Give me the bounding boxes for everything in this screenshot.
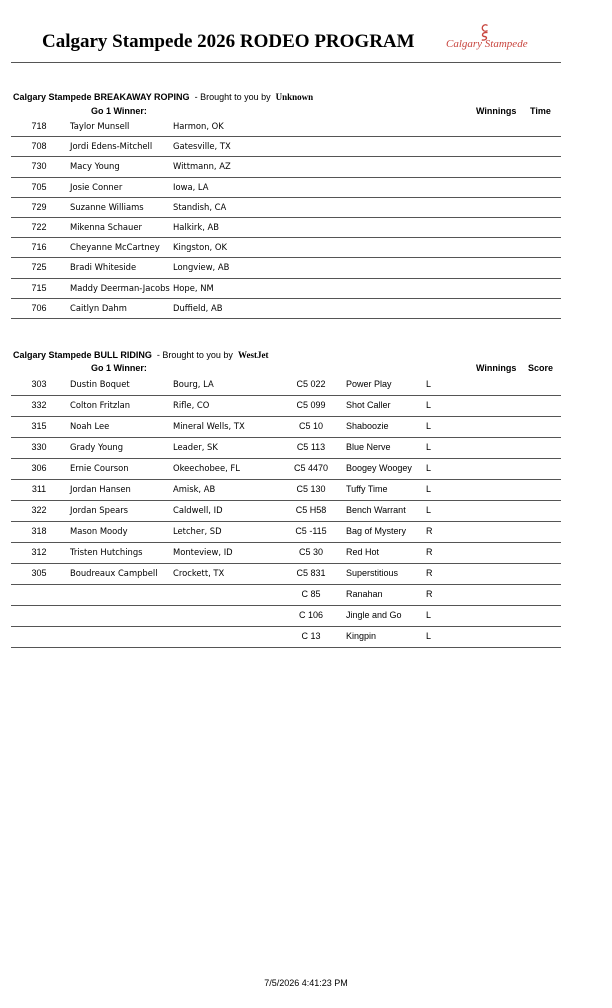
bull-name: Boogey Woogey (346, 463, 412, 473)
contestant-number: 303 (31, 379, 47, 389)
bull-name: Superstitious (346, 568, 399, 578)
table-row (11, 564, 561, 585)
contestant-number: 715 (31, 282, 47, 293)
table-row (11, 178, 561, 198)
contestant-number: 730 (31, 161, 47, 172)
hometown: Leader, SK (173, 442, 218, 452)
time-column-header: Time (530, 106, 551, 116)
page-title: Calgary Stampede 2026 RODEO PROGRAM (42, 31, 415, 52)
contestant-number: 322 (31, 505, 47, 515)
bull-hand: L (426, 379, 432, 389)
hometown: Longview, AB (173, 262, 230, 273)
bull-name: Jingle and Go (346, 610, 402, 620)
bull-hand: R (426, 526, 433, 536)
hometown: Caldwell, ID (173, 505, 223, 515)
contestant-name: Colton Fritzlan (70, 400, 131, 410)
hometown: Iowa, LA (173, 181, 209, 192)
contestant-number: 718 (31, 121, 47, 131)
table-row (11, 480, 561, 501)
winnings-column-header: Winnings (476, 363, 517, 373)
table-row (11, 585, 561, 606)
contestant-name: Ernie Courson (70, 463, 129, 473)
header-divider (11, 62, 561, 63)
hometown: Bourg, LA (173, 379, 214, 389)
table-row (11, 218, 561, 238)
table-row (11, 279, 561, 299)
table-row (11, 137, 561, 157)
hometown: Halkirk, AB (173, 222, 220, 232)
bull-stock-number: C5 113 (296, 442, 326, 452)
table-row (11, 438, 561, 459)
contestant-number: 312 (31, 547, 47, 557)
table-row (11, 117, 561, 137)
contestant-number: 722 (31, 222, 47, 232)
contestant-number: 705 (31, 181, 47, 192)
bull-hand: L (426, 421, 432, 431)
sponsor-name: WestJet (237, 350, 269, 360)
brought-by-text: - Brought to you by (194, 92, 271, 102)
go-winner-label: Go 1 Winner: (91, 363, 147, 373)
bull-hand: L (426, 631, 432, 641)
bull-name: Tuffy Time (346, 484, 388, 494)
contestant-number: 725 (31, 262, 47, 273)
table-row (11, 375, 561, 396)
contestant-number: 315 (31, 421, 47, 431)
bull-hand: R (426, 568, 433, 578)
bull-name: Ranahan (346, 589, 383, 599)
section-header-bull-riding (13, 350, 268, 360)
contestant-name: Jordan Spears (70, 505, 129, 515)
contestant-name: Grady Young (70, 442, 124, 452)
bull-name: Shaboozie (346, 421, 389, 431)
table-row (11, 501, 561, 522)
hometown: Crockett, TX (173, 568, 225, 578)
table-row (11, 606, 561, 627)
winnings-column-header: Winnings (476, 106, 517, 116)
bull-name: Kingpin (346, 631, 377, 641)
bull-stock-number: C5 10 (298, 421, 324, 431)
table-row (11, 396, 561, 417)
hometown: Kingston, OK (173, 242, 227, 253)
contestant-number: 729 (31, 201, 47, 212)
logo-text: Calgary Stampede (446, 38, 528, 50)
bull-name: Bag of Mystery (346, 526, 407, 536)
table-row (11, 238, 561, 258)
contestant-name: Tristen Hutchings (70, 547, 143, 557)
hometown: Duffield, AB (173, 302, 223, 313)
hometown: Okeechobee, FL (173, 463, 240, 473)
table-row (11, 417, 561, 438)
bull-stock-number: C 85 (301, 589, 321, 599)
contestant-name: Dustin Boquet (70, 379, 130, 389)
contestant-number: 306 (31, 463, 47, 473)
bull-stock-number: C5 022 (296, 379, 326, 389)
bull-hand: L (426, 400, 432, 410)
event-name: Calgary Stampede BULL RIDING (13, 350, 152, 360)
bull-name: Bench Warrant (346, 505, 406, 515)
brought-by-text: - Brought to you by (156, 350, 233, 360)
bull-hand: R (426, 547, 433, 557)
contestant-number: 716 (31, 242, 47, 253)
contestant-name: Bradi Whiteside (70, 262, 137, 273)
bull-stock-number: C 13 (301, 631, 321, 641)
contestant-number: 708 (31, 141, 47, 152)
contestant-number: 318 (31, 526, 47, 536)
hometown: Harmon, OK (173, 121, 224, 131)
hometown: Amisk, AB (173, 484, 216, 494)
contestant-number: 332 (31, 400, 47, 410)
contestant-name: Noah Lee (70, 421, 110, 431)
hometown: Monteview, ID (173, 547, 233, 557)
contestant-name: Maddy Deerman-Jacobs (70, 282, 170, 293)
hometown: Wittmann, AZ (173, 161, 231, 172)
bull-stock-number: C5 099 (296, 400, 326, 410)
bull-hand: R (426, 589, 433, 599)
bull-hand: L (426, 442, 432, 452)
contestant-number: 330 (31, 442, 47, 452)
contestant-number: 305 (31, 568, 47, 578)
bull-hand: L (426, 505, 432, 515)
table-row (11, 522, 561, 543)
contestant-number: 311 (31, 484, 47, 494)
contestant-number: 706 (31, 302, 47, 313)
hometown: Gatesville, TX (173, 141, 231, 152)
bull-hand: L (426, 610, 432, 620)
bull-hand: L (426, 463, 432, 473)
go-winner-label: Go 1 Winner: (91, 106, 147, 116)
bull-name: Red Hot (346, 547, 380, 557)
contestant-name: Macy Young (70, 161, 120, 172)
event-name: Calgary Stampede BREAKAWAY ROPING (13, 92, 190, 102)
bull-name: Power Play (346, 379, 392, 389)
hometown: Hope, NM (173, 282, 214, 293)
hometown: Standish, CA (173, 201, 227, 212)
bull-name: Shot Caller (346, 400, 391, 410)
table-row (11, 157, 561, 177)
contestant-name: Mason Moody (70, 526, 128, 536)
contestant-name: Josie Conner (70, 181, 123, 192)
section-header-breakaway (13, 92, 313, 102)
contestant-name: Mikenna Schauer (70, 222, 142, 232)
contestant-name: Suzanne Williams (70, 201, 144, 212)
table-row (11, 258, 561, 278)
table-row (11, 198, 561, 218)
table-row (11, 299, 561, 319)
contestant-name: Jordan Hansen (70, 484, 131, 494)
score-column-header: Score (528, 363, 554, 373)
hometown: Mineral Wells, TX (173, 421, 245, 431)
bull-stock-number: C5 -115 (295, 526, 327, 536)
bull-stock-number: C 106 (298, 610, 324, 620)
contestant-name: Boudreaux Campbell (70, 568, 158, 578)
contestant-name: Caitlyn Dahm (70, 302, 127, 313)
bull-stock-number: C5 H58 (295, 505, 327, 515)
table-row (11, 627, 561, 648)
print-timestamp: 7/5/2026 4:41:23 PM (264, 978, 348, 988)
bull-stock-number: C5 30 (298, 547, 324, 557)
hometown: Letcher, SD (173, 526, 222, 536)
sponsor-name: Unknown (275, 92, 314, 102)
contestant-name: Taylor Munsell (70, 121, 130, 131)
calgary-stampede-logo (446, 20, 528, 60)
bull-hand: L (426, 484, 432, 494)
bull-stock-number: C5 831 (296, 568, 326, 578)
hometown: Rifle, CO (173, 400, 210, 410)
bull-stock-number: C5 4470 (293, 463, 329, 473)
bull-stock-number: C5 130 (296, 484, 326, 494)
contestant-name: Cheyanne McCartney (70, 242, 160, 253)
table-row (11, 459, 561, 480)
bull-name: Blue Nerve (346, 442, 391, 452)
contestant-name: Jordi Edens-Mitchell (70, 141, 153, 152)
table-row (11, 543, 561, 564)
